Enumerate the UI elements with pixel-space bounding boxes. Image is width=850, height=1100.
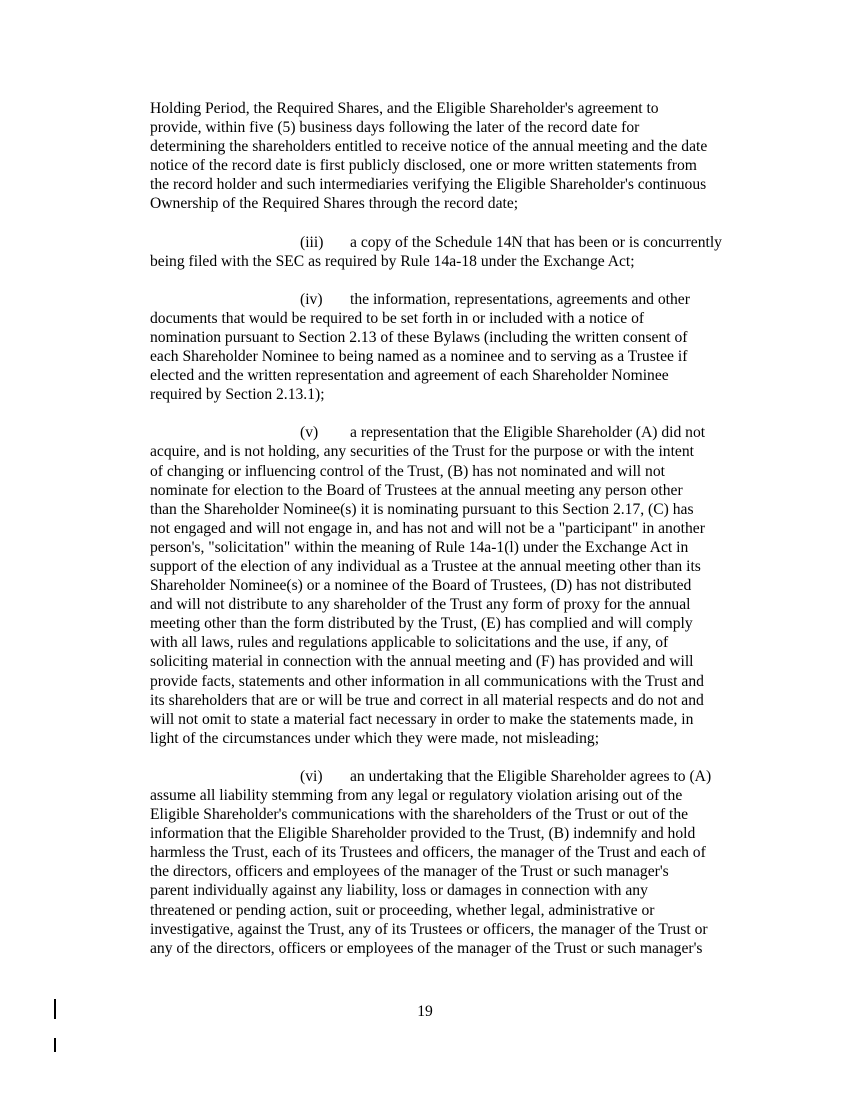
revision-bar <box>54 999 56 1019</box>
text-line: any of the directors, officers or employees of the manager of the Trust or such manager's <box>150 939 703 957</box>
item-first-text: a representation that the Eligible Shareholder (A) did not <box>350 424 706 442</box>
item-number: (vi) <box>300 767 323 785</box>
item-first-text: the information, representations, agreements and other <box>350 290 690 308</box>
paragraph-intro <box>150 99 750 214</box>
revision-bar <box>54 1038 56 1052</box>
text-line: the record holder and such intermediaries verifying the Eligible Shareholder's continuous <box>150 176 707 194</box>
text-line: being filed with the SEC as required by Rule 14a-18 under the Exchange Act; <box>150 252 635 270</box>
paragraph-item-v <box>150 423 750 748</box>
text-line: its shareholders that are or will be true and correct in all material respects and do not and <box>150 691 704 709</box>
text-line: elected and the written representation and agreement of each Shareholder Nominee <box>150 367 669 385</box>
text-line: each Shareholder Nominee to being named as a nominee and to serving as a Trustee if <box>150 348 688 366</box>
paragraph-item-iii <box>150 233 750 271</box>
text-line: Holding Period, the Required Shares, and the Eligible Shareholder's agreement to <box>150 100 659 117</box>
text-line: Eligible Shareholder's communications with the shareholders of the Trust or out of the <box>150 806 689 824</box>
text-line: the directors, officers and employees of the manager of the Trust or such manager's <box>150 863 669 881</box>
text-line: investigative, against the Trust, any of its Trustees or officers, the manager of the Trust or <box>150 920 708 938</box>
text-line: than the Shareholder Nominee(s) it is nominating pursuant to this Section 2.17, (C) has <box>150 500 694 518</box>
text-line: light of the circumstances under which they were made, not misleading; <box>150 729 600 747</box>
text-line: threatened or pending action, suit or proceeding, whether legal, administrative or <box>150 901 655 919</box>
text-line: information that the Eligible Shareholder provided to the Trust, (B) indemnify and hold <box>150 825 696 843</box>
text-line: with all laws, rules and regulations applicable to solicitations and the use, if any, of <box>150 634 669 652</box>
text-line: support of the election of any individual as a Trustee at the annual meeting other than its <box>150 557 701 575</box>
item-first-line <box>150 290 750 309</box>
text-line: of changing or influencing control of the Trust, (B) has not nominated and will not <box>150 462 665 480</box>
text-line: meeting other than the form distributed by the Trust, (E) has complied and will comply <box>150 615 693 633</box>
text-line: harmless the Trust, each of its Trustees and officers, the manager of the Trust and each of <box>150 844 706 862</box>
text-line: parent individually against any liability, loss or damages in connection with any <box>150 882 648 900</box>
item-first-text: a copy of the Schedule 14N that has been or is concurrently <box>350 233 722 251</box>
text-line: acquire, and is not holding, any securities of the Trust for the purpose or with the intent <box>150 443 694 461</box>
document-body <box>150 99 750 958</box>
text-line: determining the shareholders entitled to receive notice of the annual meeting and the date <box>150 138 708 156</box>
text-line: soliciting material in connection with the annual meeting and (F) has provided and will <box>150 653 694 671</box>
paragraph-item-iv <box>150 290 750 405</box>
item-first-text: an undertaking that the Eligible Shareholder agrees to (A) <box>350 767 712 785</box>
item-first-line <box>150 767 750 786</box>
text-line: assume all liability stemming from any legal or regulatory violation arising out of the <box>150 787 683 804</box>
text-line: person's, "solicitation" within the meaning of Rule 14a-1(l) under the Exchange Act in <box>150 538 689 556</box>
text-line: provide facts, statements and other information in all communications with the Trust and <box>150 672 704 690</box>
page-number: 19 <box>417 1003 433 1020</box>
text-line: not engaged and will not engage in, and has not and will not be a "participant" in another <box>150 519 705 537</box>
paragraph-item-vi <box>150 767 750 958</box>
text-line: will not omit to state a material fact necessary in order to make the statements made, in <box>150 710 694 728</box>
item-number: (iv) <box>300 290 323 308</box>
item-number: (iii) <box>300 233 324 251</box>
text-line: nominate for election to the Board of Trustees at the annual meeting any person other <box>150 481 683 499</box>
item-first-line <box>150 423 750 442</box>
text-line: documents that would be required to be set forth in or included with a notice of <box>150 309 645 327</box>
text-line: required by Section 2.13.1); <box>150 386 325 404</box>
text-line: notice of the record date is first publicly disclosed, one or more written statements from <box>150 157 697 175</box>
text-line: and will not distribute to any shareholder of the Trust any form of proxy for the annual <box>150 596 691 614</box>
text-line: nomination pursuant to Section 2.13 of these Bylaws (including the written consent of <box>150 328 688 346</box>
text-line: provide, within five (5) business days following the later of the record date for <box>150 119 640 137</box>
text-line: Shareholder Nominee(s) or a nominee of the Board of Trustees, (D) has not distributed <box>150 577 692 595</box>
item-number: (v) <box>300 424 319 442</box>
item-first-line <box>150 233 750 252</box>
text-line: Ownership of the Required Shares through the record date; <box>150 195 519 213</box>
